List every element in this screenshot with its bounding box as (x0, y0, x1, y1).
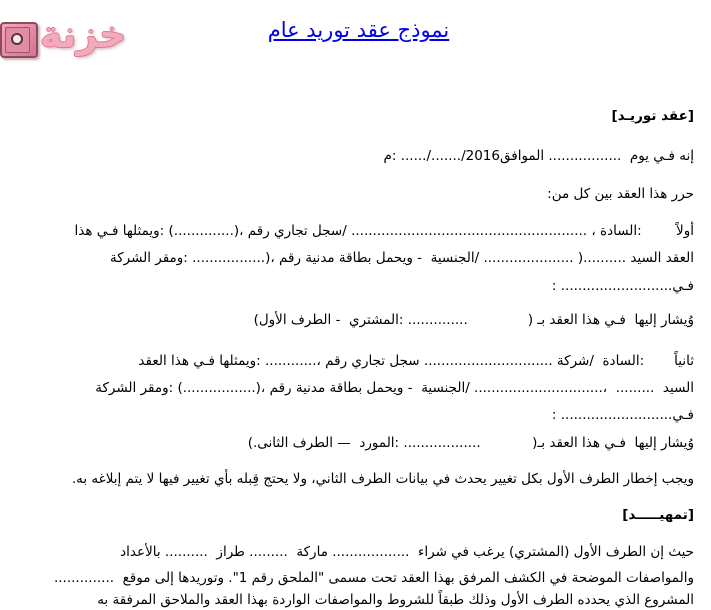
safe-icon (0, 22, 38, 58)
preamble-heading: [تمهيـــــد] (622, 507, 694, 523)
document-title-link[interactable]: نموذج عقد توريد عام (267, 18, 450, 42)
document-page (6, 0, 711, 608)
logo-text: خزنة (39, 13, 126, 56)
change-notice-line: ويجب إخطار الطرف الأول بكل تغيير يحدث في بيانات الطرف الثاني، ولا يحتج قِبله بأي تغيير فيها لا يتم إبلاغه به. (71, 471, 694, 487)
khazna-logo[interactable] (8, 4, 126, 66)
party2-reference-line: وُيشار إليها فـي هذا العقد بـ( .................. :المورد — الطرف الثانى.) (247, 435, 694, 451)
preamble-line3-clipped: المشروع الذي يحدده الطرف الأول وذلك طبقاً للشروط والمواصفات الواردة بهذا العقد والملاحق المرفقة به (97, 592, 694, 608)
party1-line3: فـي.......................... : (551, 278, 694, 294)
party2-line1: ثانياً :السادة /شركة .............................. سجل تجاري رقم ،............ :ويمثلها فـي هذا العقد (138, 353, 694, 369)
party2-line3: فـي.......................... : (551, 407, 694, 423)
parties-intro-line: حرر هذا العقد بين كل من: (547, 186, 694, 202)
safe-dial-shape (11, 33, 23, 45)
party1-reference-line: وُيشار إليها فـي هذا العقد بـ ( .............. :المشتري - الطرف الأول) (253, 312, 694, 328)
preamble-line1: حيث إن الطرف الأول (المشتري) يرغب في شراء .................. ماركة ......... طراز .......... بالأعداد (120, 544, 694, 560)
date-line: إنه فـي يوم ................. الموافق2016/......./...... :م (383, 148, 694, 164)
contract-heading: [عقد توريـد] (611, 108, 694, 124)
party1-line1: أولاً :السادة ، ....................................................... /سجل تجاري رقم ،(..............) :ويمثلها فـي هذا (74, 223, 694, 239)
party2-line2: السيد ......... ،.............................. /الجنسية - ويحمل بطاقة مدنية رقم ،(.................) :ومقر الشركة (95, 380, 694, 396)
preamble-line2: والمواصفات الموضحة في الكشف المرفق بهذا العقد تحت مسمى "الملحق رقم 1". وتوريدها إلى موقع .............. (53, 570, 694, 586)
party1-line2: العقد السيد ..........( ..................... /الجنسية - ويحمل بطاقة مدنية رقم ،(................. :ومقر الشركة (109, 250, 694, 266)
